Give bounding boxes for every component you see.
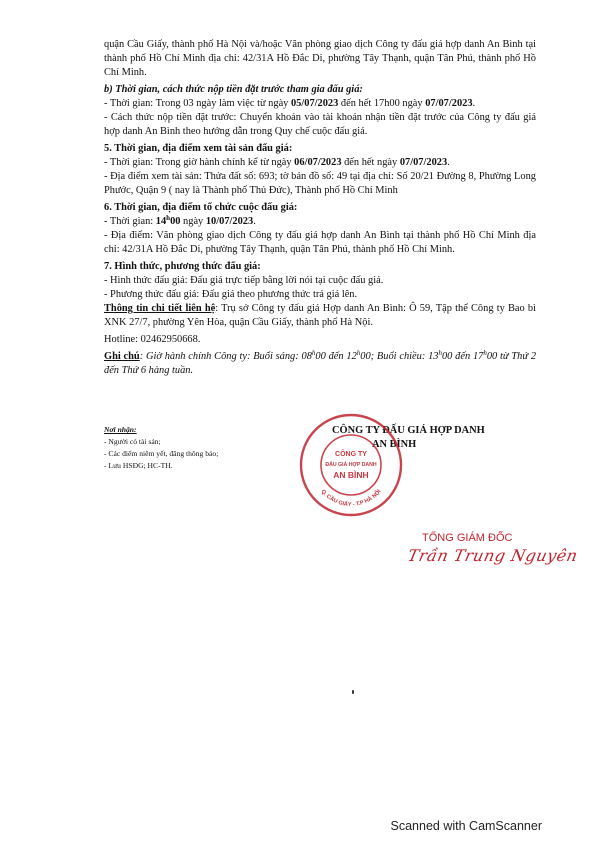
text-segment: - Thời gian: Trong giờ hành chính kể từ ngày bbox=[104, 157, 295, 168]
section-b-time bbox=[104, 97, 536, 111]
hour-suffix: h bbox=[356, 349, 361, 357]
minute: 00 bbox=[170, 216, 181, 227]
section-b-method: - Cách thức nộp tiền đặt trước: Chuyển khoản vào tài khoản nhận tiền đặt trước của Công ty đấu giá hợp danh An Bình theo hướng dẫn trong Quy chế cuộc đấu giá. bbox=[104, 112, 536, 137]
recipients-block bbox=[104, 424, 274, 472]
seal-bottom-text bbox=[319, 488, 382, 508]
hour-suffix: h bbox=[483, 349, 487, 357]
text-segment: . bbox=[253, 216, 256, 227]
hotline: Hotline: 02462950668. bbox=[104, 334, 201, 345]
hour-suffix: h bbox=[166, 214, 171, 222]
seal-bottom-path-text: Q. CẦU GIẤY - T.P HÀ NỘI bbox=[319, 488, 383, 509]
date-start: 06/07/2023 bbox=[294, 157, 342, 168]
section-5-location: - Địa điểm xem tài sản: Thửa đất số: 693; tờ bản đồ số: 49 tại địa chỉ: Số 20/21 Đường 8, Phường Long Phước, Quận 9 ( nay là Thành phố Thủ Đức), Thành phố Hồ Chí Minh bbox=[104, 171, 536, 196]
section-b-heading: b) Thời gian, cách thức nộp tiền đặt trước tham gia đấu giá: bbox=[104, 84, 363, 95]
hour-suffix: h bbox=[311, 349, 316, 357]
contact-text: : Trụ sở Công ty đấu giá Hợp danh An Bình: Ô 59, Tập thể Công ty Bao bì XNK 27/7, phường Yên Hòa, quận Cầu Giấy, thành phố Hà Nội. bbox=[104, 303, 536, 328]
text-segment: 00 đến 17 bbox=[441, 351, 484, 362]
recipient-item: - Các điểm niêm yết, đăng thông báo; bbox=[104, 449, 219, 458]
text-segment: : Giờ hành chính Công ty: Buổi sáng: 08 bbox=[139, 351, 312, 362]
text-segment: - Thời gian: Trong 03 ngày làm việc từ ngày bbox=[104, 98, 291, 109]
notice-body bbox=[104, 38, 536, 378]
section-7-form: - Hình thức đấu giá: Đấu giá trực tiếp bằng lời nói tại cuộc đấu giá. bbox=[104, 275, 384, 286]
seal-text-1: CÔNG TY bbox=[335, 451, 367, 458]
company-seal-stamp bbox=[298, 412, 404, 518]
director-title: TỔNG GIÁM ĐỐC bbox=[422, 532, 513, 544]
text-segment: . bbox=[472, 98, 476, 109]
section-5-time bbox=[104, 156, 536, 170]
seal-text-3: AN BÌNH bbox=[333, 470, 369, 480]
director-signature: Trần Trung Nguyên bbox=[405, 546, 580, 565]
note-text bbox=[104, 351, 536, 376]
auction-time bbox=[156, 216, 181, 227]
scanner-watermark: Scanned with CamScanner bbox=[390, 819, 542, 833]
scan-speck bbox=[352, 690, 354, 694]
text-segment: đến hết 17h00 ngày bbox=[338, 98, 426, 109]
auction-date: 10/07/2023 bbox=[205, 216, 254, 227]
recipient-item: - Người có tài sản; bbox=[104, 437, 161, 446]
company-name-line-2: AN BÌNH bbox=[372, 439, 417, 450]
text-segment: 00 từ Thứ 2 đến Thứ 6 hàng tuần. bbox=[104, 351, 537, 376]
hour: 14 bbox=[155, 216, 167, 227]
section-7-heading: 7. Hình thức, phương thức đấu giá: bbox=[104, 261, 261, 272]
contact-info bbox=[104, 302, 536, 330]
recipient-item: - Lưu HSĐG; HC-TH. bbox=[104, 461, 173, 470]
date-end: 07/07/2023 bbox=[399, 157, 448, 168]
text-segment: 00; Buổi chiều: 13 bbox=[360, 351, 439, 362]
text-segment: đến hết ngày bbox=[341, 157, 400, 168]
contact-label: Thông tin chi tiết liên hệ bbox=[104, 303, 216, 314]
date-end: 07/07/2023 bbox=[425, 98, 473, 109]
date-start: 05/07/2023 bbox=[290, 98, 339, 109]
section-5-heading: 5. Thời gian, địa điểm xem tài sản đấu giá: bbox=[104, 143, 293, 154]
note-label: Ghi chú bbox=[104, 351, 140, 362]
text-segment: 00 đến 12 bbox=[315, 351, 357, 362]
section-6-heading: 6. Thời gian, địa điểm tổ chức cuộc đấu giá: bbox=[104, 202, 298, 213]
intro-paragraph: quận Cầu Giấy, thành phố Hà Nội và/hoặc Văn phòng giao dịch Công ty đấu giá hợp danh An Bình tại thành phố Hồ Chí Minh địa chỉ: 42/31A Hồ Đắc Di, phường Tây Thạnh, quận Tân Phú, thành phố Hồ Chí Minh. bbox=[104, 39, 536, 78]
section-7-method: - Phương thức đấu giá: Đấu giá theo phương thức trả giá lên. bbox=[104, 289, 358, 300]
text-segment: - Thời gian: bbox=[104, 216, 156, 227]
text-segment: . bbox=[447, 157, 450, 168]
section-6-location: - Địa điểm: Văn phòng giao dịch Công ty đấu giá hợp danh An Bình tại thành phố Hồ Chí Minh địa chỉ: 42/31A Hồ Đắc Di, phường Tây Thạnh, quận Tân Phú, thành phố Hồ Chí Minh. bbox=[104, 230, 536, 255]
section-6-time bbox=[104, 215, 536, 229]
hour-suffix: h bbox=[438, 349, 442, 357]
seal-text-2: ĐẤU GIÁ HỢP DANH bbox=[325, 462, 377, 468]
text-segment: ngày bbox=[180, 216, 206, 227]
company-name-line-1: CÔNG TY ĐẤU GIÁ HỢP DANH bbox=[332, 425, 485, 436]
office-hours-note bbox=[104, 350, 536, 378]
recipients-title: Nơi nhận: bbox=[104, 425, 137, 434]
